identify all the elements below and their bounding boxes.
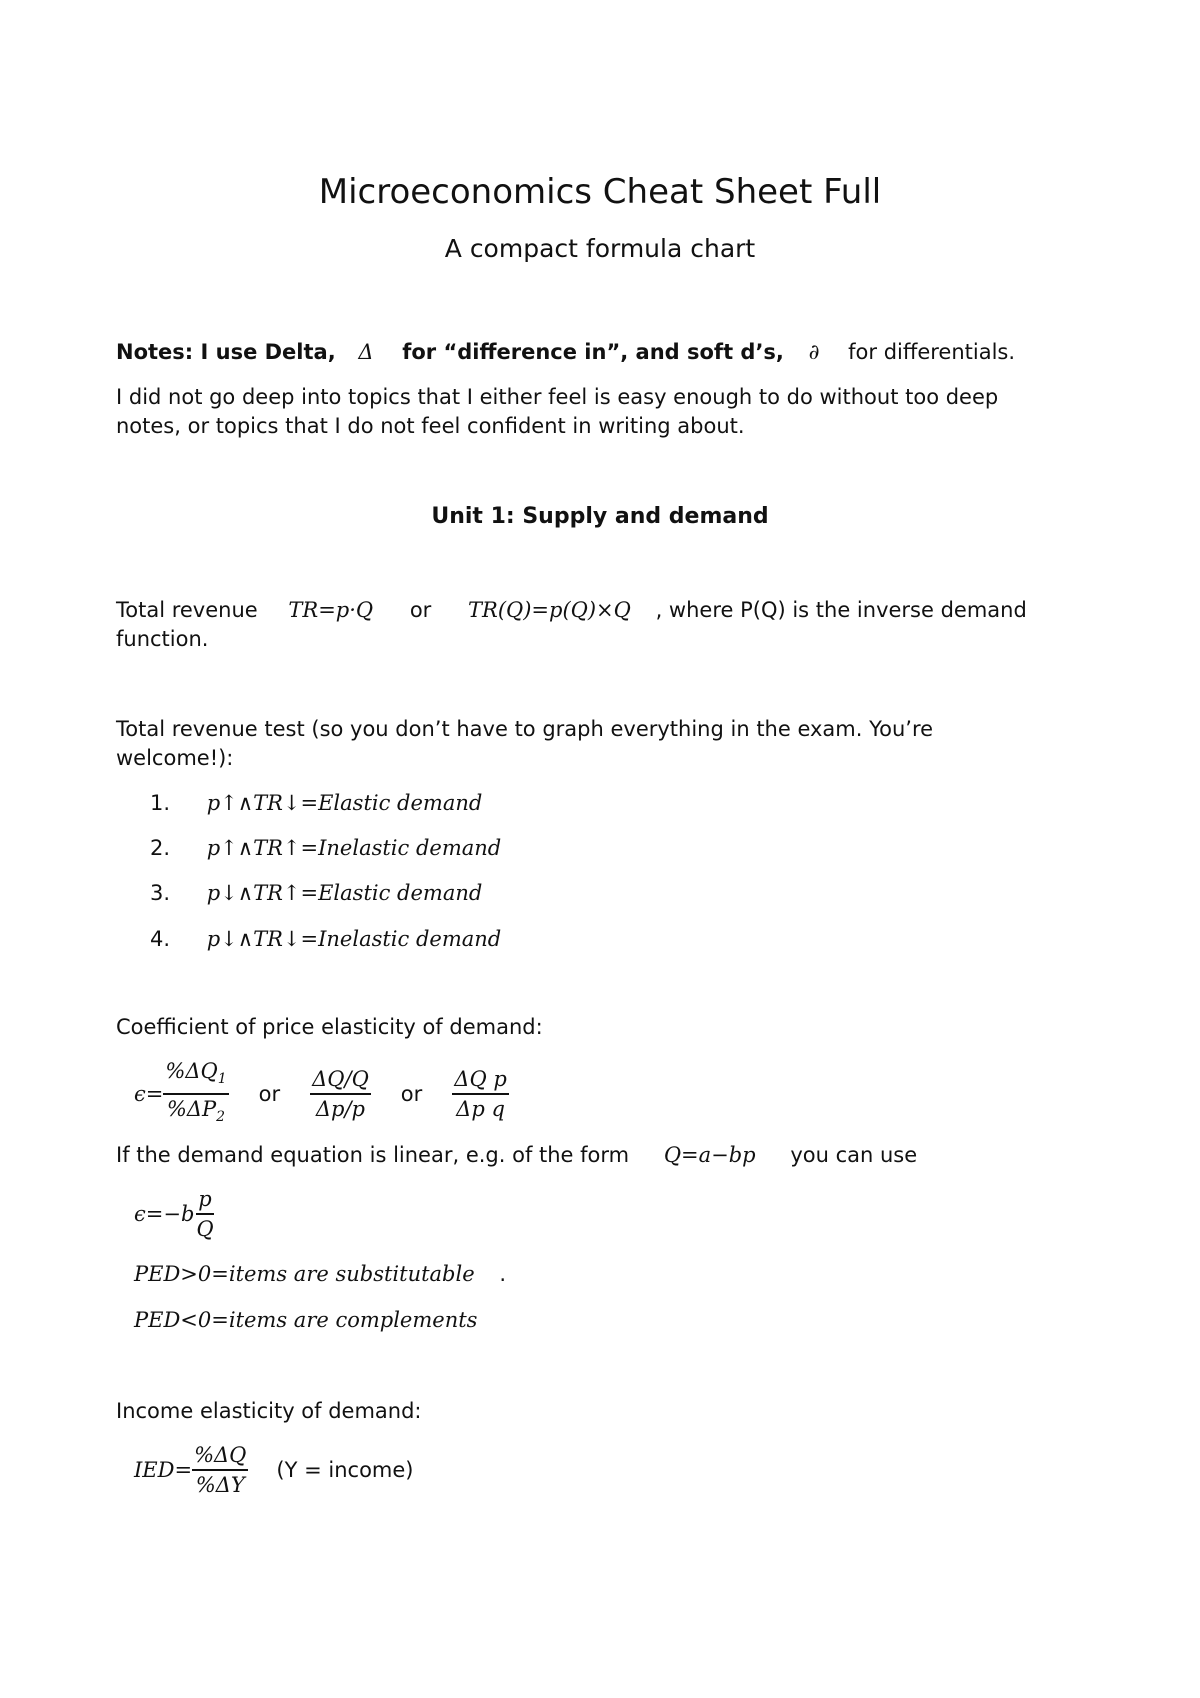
lin-lhs: ϵ=−b <box>134 1201 195 1226</box>
ped-label: Coefficient of price elasticity of demand: <box>116 1015 543 1039</box>
total-revenue-line <box>116 596 1027 625</box>
delta-symbol: Δ <box>358 340 374 364</box>
notes-mid: for “difference in”, and soft d’s, <box>402 340 784 364</box>
ied-note: (Y = income) <box>276 1457 414 1482</box>
list-item: 2. p↑∧TR↑=Inelastic demand <box>149 836 502 860</box>
trt-line1: Total revenue test (so you don’t have to graph everything in the exam. You’re <box>116 717 934 741</box>
notes-lead: Notes: I use Delta, <box>116 340 336 364</box>
notes-tail: for differentials. <box>848 340 1016 364</box>
list-item: 4. p↓∧TR↓=Inelastic demand <box>149 927 502 951</box>
tr-note: , where P(Q) is the inverse demand <box>655 598 1027 622</box>
lin-fraction: $\frac{p}{Q}$ <box>196 1187 214 1241</box>
ped-lhs: ϵ= <box>134 1081 164 1106</box>
tr-formula-1: TR=p·Q <box>288 598 374 622</box>
ied-formula-row <box>134 1442 413 1498</box>
notes-line <box>116 338 1015 367</box>
ped-or-1: or <box>258 1081 281 1106</box>
list-item: 1. p↑∧TR↓=Elastic demand <box>149 791 483 815</box>
partial-symbol: ∂ <box>808 340 820 364</box>
ped-fraction-2: $\frac{\Delta Q/Q}{\Delta p/p}$ <box>312 1067 369 1122</box>
linear-text: If the demand equation is linear, e.g. of the form <box>116 1143 630 1167</box>
page-title: Microeconomics Cheat Sheet Full <box>318 172 882 212</box>
ied-label: Income elasticity of demand: <box>116 1399 422 1423</box>
ied-lhs: IED= <box>134 1457 193 1482</box>
ped-positive-line: PED>0=items are substitutable . <box>134 1262 507 1286</box>
notes-paragraph-line1: I did not go deep into topics that I either feel is easy enough to do without too deep <box>116 385 999 409</box>
linear-elasticity-formula <box>134 1186 216 1242</box>
tr-note-line2: function. <box>116 627 209 651</box>
tr-formula-2: TR(Q)=p(Q)×Q <box>468 598 631 622</box>
linear-line <box>116 1141 917 1170</box>
ped-or-2: or <box>400 1081 423 1106</box>
linear-tail: you can use <box>790 1143 918 1167</box>
tr-label: Total revenue <box>116 598 258 622</box>
notes-paragraph-line2: notes, or topics that I do not feel confident in writing about. <box>116 414 745 438</box>
ped-fraction-3: $\frac{\text{ΔQ p}}{\text{Δp q}}$ <box>454 1067 507 1122</box>
list-item: 3. p↓∧TR↑=Elastic demand <box>149 881 483 905</box>
linear-formula: Q=a−bp <box>663 1143 756 1167</box>
ped-negative-line <box>134 1306 477 1335</box>
tr-or: or <box>409 598 432 622</box>
ped-fraction-1: $\frac{\%\Delta Q_1}{\%\Delta P_2}$ <box>165 1059 227 1126</box>
ied-fraction: $\frac{\%\Delta Q}{\%\Delta Y}$ <box>194 1443 247 1497</box>
ped-negative: PED<0=items are complements <box>134 1308 478 1332</box>
ped-formula-row <box>134 1058 509 1130</box>
ped-positive: PED>0=items are substitutable <box>134 1262 475 1286</box>
page-subtitle: A compact formula chart <box>444 234 756 263</box>
trt-line2: welcome!): <box>116 746 234 770</box>
unit1-heading: Unit 1: Supply and demand <box>431 504 769 529</box>
